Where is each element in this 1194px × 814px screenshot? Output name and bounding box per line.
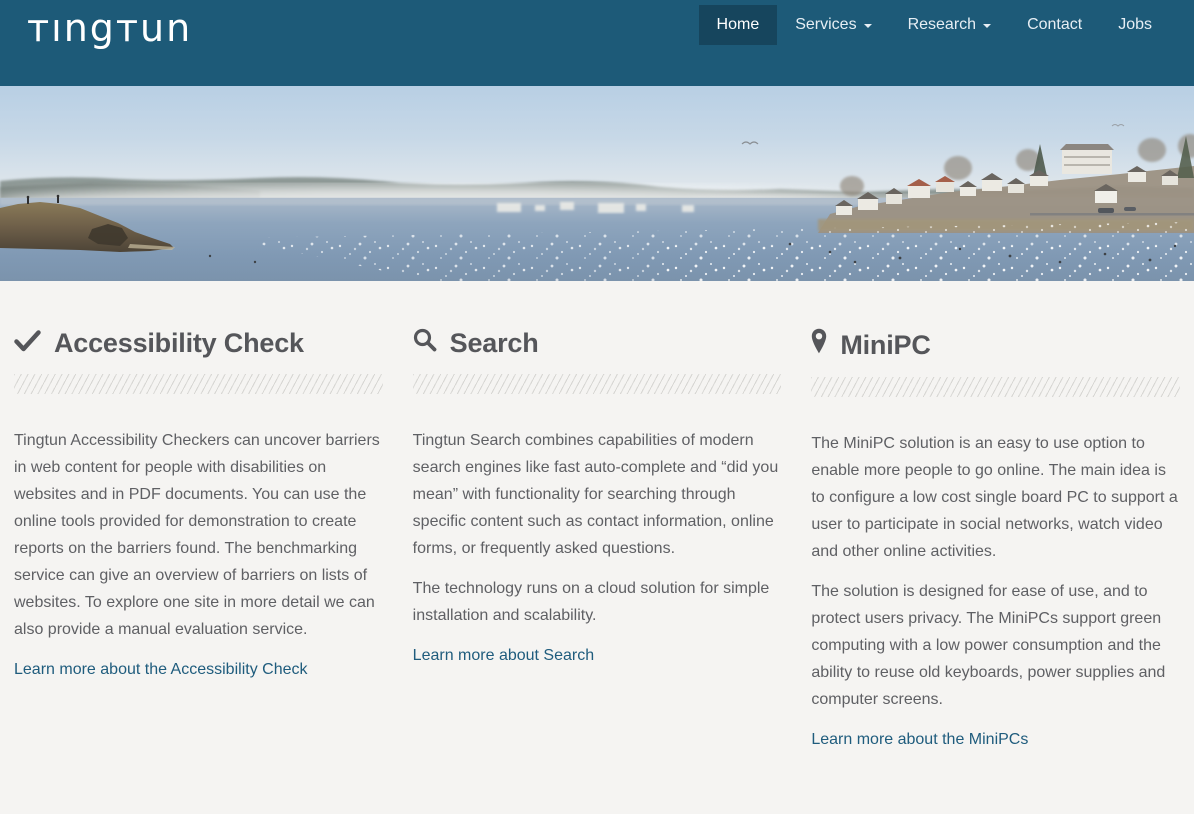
nav-item-jobs-label: Jobs bbox=[1118, 16, 1152, 33]
search-learn-more-link[interactable]: Learn more about Search bbox=[412, 647, 595, 664]
header bbox=[0, 0, 1194, 86]
map-marker-icon bbox=[811, 328, 827, 362]
chevron-down-icon bbox=[983, 24, 991, 28]
column-accessibility-check bbox=[14, 281, 383, 753]
nav-item-home[interactable] bbox=[699, 5, 778, 45]
column-search bbox=[413, 281, 782, 753]
nav-item-services-label: Services bbox=[795, 16, 857, 33]
nav-item-research-label: Research bbox=[907, 16, 977, 33]
nav-item-jobs[interactable] bbox=[1100, 5, 1170, 45]
search-title-text: Search bbox=[449, 328, 539, 358]
nav-item-contact[interactable] bbox=[1009, 5, 1100, 45]
nav-item-services[interactable] bbox=[777, 5, 889, 45]
main-nav bbox=[699, 5, 1170, 45]
accessibility-check-title bbox=[14, 328, 383, 359]
nav-item-home-label: Home bbox=[716, 16, 760, 33]
hero-image bbox=[0, 86, 1194, 281]
minipc-paragraph-2: The solution is designed for ease of use, and to protect users privacy. The MiniPCs support green computing with a low power consumption and the ability to reuse old keyboards, power supplies and computer screens. bbox=[811, 583, 1166, 708]
minipc-title bbox=[811, 328, 1180, 362]
chevron-down-icon bbox=[864, 24, 872, 28]
column-minipc bbox=[811, 281, 1180, 753]
hatch-divider bbox=[413, 374, 782, 394]
search-paragraph-1: Tingtun Search combines capabilities of modern search engines like fast auto-complete and “did you mean” with functionality for searching through specific content such as contact information, online forms, or frequently asked questions. bbox=[412, 432, 779, 557]
nav-item-contact-label: Contact bbox=[1027, 16, 1083, 33]
hatch-divider bbox=[811, 377, 1180, 397]
logo[interactable]: тıngтun bbox=[27, 6, 193, 50]
accessibility-check-learn-more-link[interactable]: Learn more about the Accessibility Check bbox=[14, 661, 308, 678]
check-icon bbox=[14, 328, 41, 359]
minipc-learn-more-link[interactable]: Learn more about the MiniPCs bbox=[811, 731, 1029, 748]
hatch-divider bbox=[14, 374, 383, 394]
nav-item-research[interactable] bbox=[890, 5, 1009, 45]
minipc-title-text: MiniPC bbox=[840, 329, 931, 360]
search-icon bbox=[413, 328, 437, 359]
accessibility-check-paragraph: Tingtun Accessibility Checkers can uncover barriers in web content for people with disabilities on websites and in PDF documents. You can use the online tools provided for demonstration to create reports on the barriers found. The benchmarking service can give an overview of barriers on lists of websites. To explore one site in more detail we can also provide a manual evaluation service. bbox=[14, 432, 380, 638]
search-paragraph-2: The technology runs on a cloud solution for simple installation and scalability. bbox=[412, 580, 770, 624]
accessibility-check-title-text: Accessibility Check bbox=[54, 328, 304, 358]
feature-columns bbox=[7, 281, 1187, 753]
minipc-paragraph-1: The MiniPC solution is an easy to use option to enable more people to go online. The main idea is to configure a low cost single board PC to support a user to participate in social networks, watch video and other online activities. bbox=[811, 435, 1178, 560]
search-title bbox=[413, 328, 782, 359]
